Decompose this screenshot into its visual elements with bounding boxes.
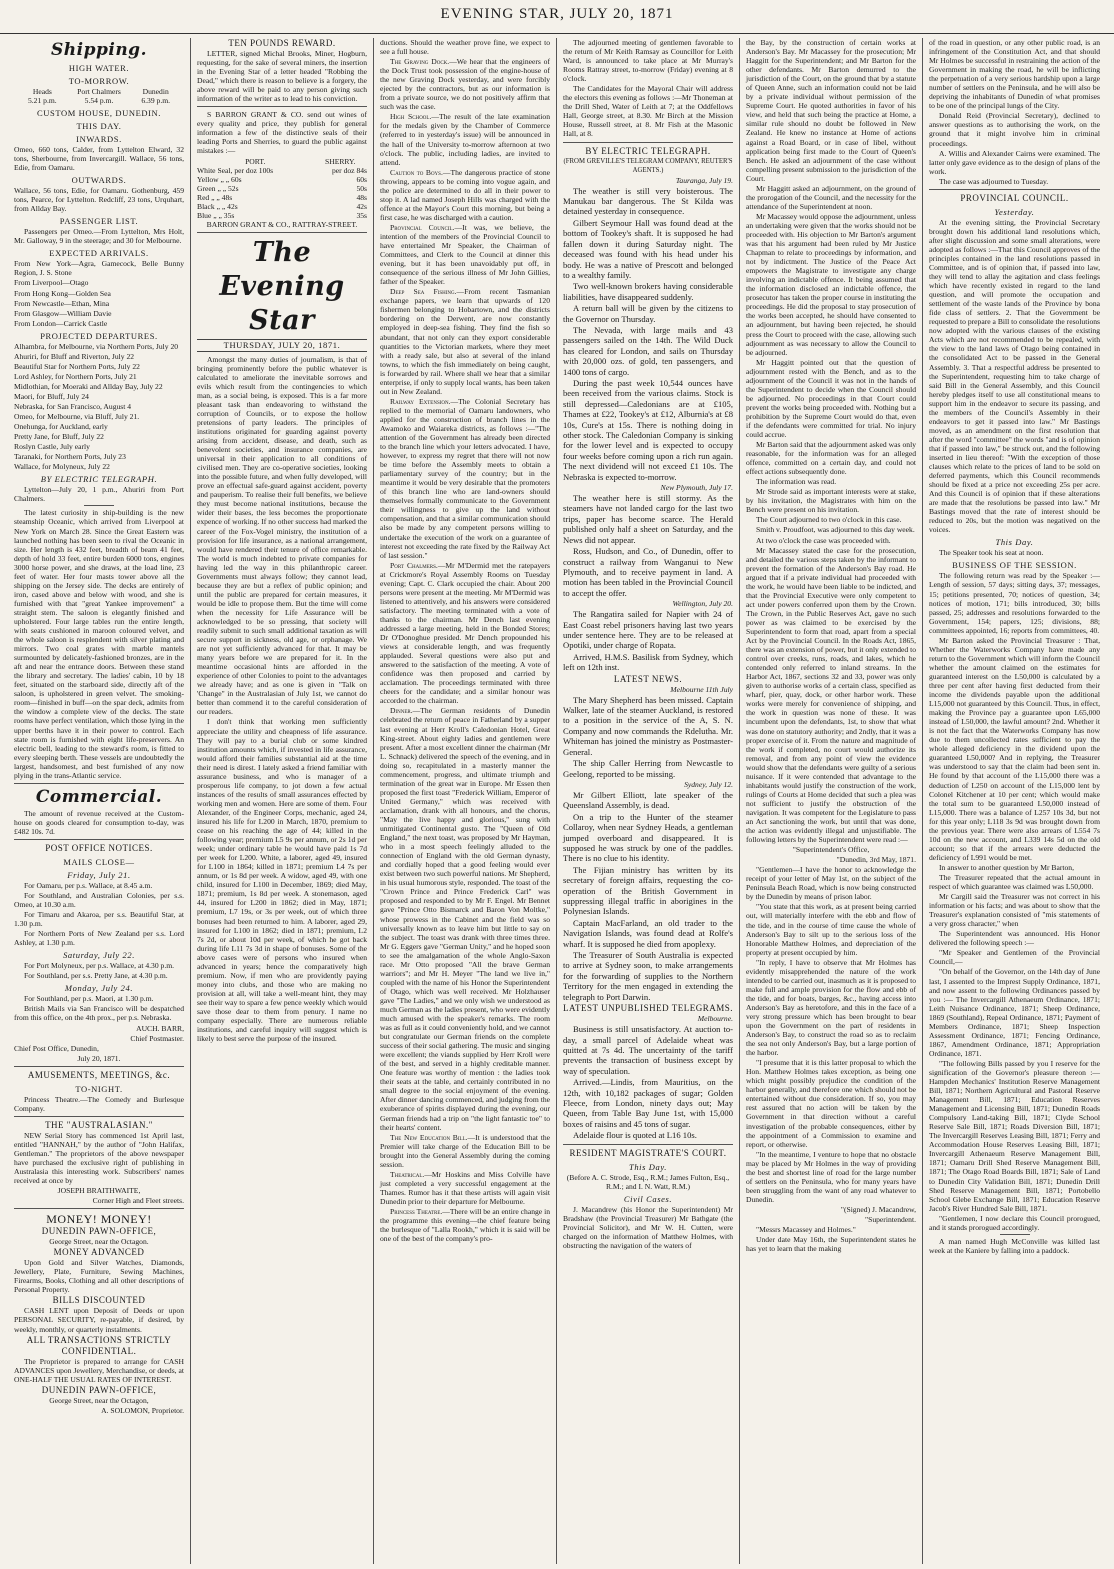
british-mails: British Mails via San Francisco will be despatched from this office, on the 4th prox., per p.s. Nebraska. [14,1004,184,1023]
tide-cell: Heads 5.21 p.m. [27,87,57,105]
departure-item: Taranaki, for Northern Ports, July 23 [14,452,126,462]
divider [14,1066,184,1067]
arrival-item: From London—Carrick Castle [14,318,108,328]
mail-item: For Southland, per p.s. Maori, at 1.30 p.m. [24,994,154,1004]
council-report: "The following Bills passed by you I reserve for the signification of the Governor's pleasure thereon :—Hampden Mechanics' Institution Reserve Management Bill, 1871; Northern Agricultural and Pastoral Reserve Management Bill, 1871; Education Reserves Management and Licensing Bill, 1871; Dunedin Roads Compulsory Land-taking Bill, 1871; Clyde School Reserve Sale Bill, 1871; Roads Diversion Bill, 1871; The Invercargill Reserves Leasing Bill, 1871; Ferry and Accommodation House Reserves Leasing Bill, 1871; Invercargill Athenaeum Reserve Management Bill, 1871; Oamaru Drill Shed Reserve Management Bill, 1871; The Otago Road Boards Bill, 1871; Sale of Land to Dunedin City Validation Bill, 1871; Dunedin Drill Shed Reserve Management Bill, 1871; Portobello School Glebe Exchange Bill, 1871; Education Reserve Jacob's River Hundred Sale Bill, 1871. [929,1058,1100,1213]
mail-item: For Port Molyneux, per p.s. Wallace, at 4.30 p.m. [24,961,175,971]
telegram: The weather here is still stormy. As the steamers have not landed cargo for the last two trips, paper has become scarce. The Herald published only half a sheet on Saturday, and the News did not appear. [563,493,733,545]
postmaster-name: AUCH. BARR, [136,1023,184,1033]
mail-item: For Southland, per s.s. Pretty Jane, at 4.30 p.m. [24,971,168,981]
letter-signature: "(Signed) J. Macandrew, [840,1204,916,1214]
news-item: Princess Theatre.—There will be an entire change in the programme this evening—the chief feature being the burlesque of "Lalla Rookh," which it is said will be one of the best of the company's pro- [380,1207,550,1244]
council-report: In answer to another question by Mr Barton, [939,862,1074,872]
court-report: of the road in question, or any other public road, is an infringement of the Constitution Act, and that should Mr Holmes be successful in restraining the action of the Government in making the road, he will be inflicting the perpetuation of a very serious hardship upon a large number of settlers on the Peninsula, and he will also be depriving the inhabitants of Dunedin of what promises to be one of the principal lungs of the City. [929,38,1100,111]
mail-item: For Northern Ports of New Zealand per s.s. Lord Ashley, at 1.30 p.m. [14,929,184,948]
council-report: The Speaker took his seat at noon. [939,548,1044,558]
saturday-label: Saturday, July 22. [63,950,135,961]
table-row: White Seal, per doz 100s per doz 84s [197,165,367,175]
barron-grant-text: S BARRON GRANT & CO. send out wines of every quality and price, they publish for general information a few of the distinctive seals of their leading Ports and Sherries, to guard the public against mistakes :— [197,110,367,156]
yesterday-label: Yesterday. [994,206,1035,217]
departure-item: Beautiful Star for Northern Ports, July 22 [14,361,140,371]
projected-departures-label: PROJECTED DEPARTURES. [40,330,158,341]
tide-cell: Port Chalmers 5.54 p.m. [77,87,121,105]
outwards-label: OUTWARDS. [71,175,127,186]
arrival-item: From Hong Kong—Golden Sea [14,288,111,298]
letter-text: "I presume that it is this latter proposal to which the Hon. Matthew Holmes takes exception, as being one which might possibly prejudice the condition of the harbor generally, and therefore one which should not be entertained without due consideration. If so, you may rest assured that no action will be taken by the Government in that direction without a careful investigation of the probable consequences, either by the appointment of a Commission to examine and report, or otherwise. [746,1058,916,1149]
shipping-heading: Shipping. [51,40,147,60]
civil-case-text: J. Macandrew (his Honor the Superintendent) Mr Bradshaw (the Provincial Treasurer) Mr Bathgate (the Provincial Solicitor), and Mr W. H. Cutten, were charged on the information of Matthew Holmes, with obstructing the navigation of the waters of [563,1204,733,1250]
page-columns [8,38,1106,1564]
divider [563,142,733,143]
court-report: Mr Macassey stated the case for the prosecution, and detailed the various steps taken by the informant to prevent the formation of the Anderson's Bay road. He argued that if a private individual had proceeded with the work, he would have been liable to be indicted, and that the Provincial Executive were only competent to act under powers conferred upon them by the Crown. The Crown, in the Public Reserves Act, gave no such power as was claimed to be exercised by the Superintendent to form that road, apart from a special Act by the Provincial Council. In the Roads Act, 1865, there was an extension of power, but it only extended to control over creeks, runs, roads, and lakes, which he contended only referred to inland streams. In the Harbor Act, 1867, sections 32 and 33, power was only given to authorise works of a certain class, specified as wharf, pier, quay, dock, or other harbor work. These works were merely for convenience of shipping, and the work in question was none of these. It was incumbent upon the defendants, 1st, to show that what was done on statutory authority; and 2ndly, that it was a proper exercise of it. From the nature and magnitude of the work if completed, no court would authorize its removal, and from any point of view the evidence would show that the defendants were guilty of a serious nuisance. If it were contended that advantage to the inhabitants would justify the construction of the work, rulings of Courts at Home decided that such a plea was not sufficient to justify the obstruction of the navigation. It was competent for the Legislature to pass an Act sanctioning the work, but until that was done, the action was evidently illegal and unjustifiable. The following letters by the Superintendent were read :— [746,545,916,845]
latest-news-heading: LATEST NEWS. [613,673,683,684]
continuation-text: ductions. Should the weather prove fine, we expect to see a full house. [380,38,550,57]
arrival-item: From Glasgow—William Davie [14,308,112,318]
news-item: Dinner.—The German residents of Dunedin celebrated the return of peace in Fatherland by a supper last evening at Herr Kroll's Caledonian Hotel, Great King-street. About eighty ladies and gentlemen were present. After a most excellent dinner the chairman (Mr L. Schnack) delivered the speech of the evening, and in doing so, recapitulated in a masterly manner the commencement, progress, and ultimate triumph and termination of the great war in Europe. Mr Essen then proposed the first toast "Frederick William, Emperor of United Germany," which was received with acclamation, drank with all honours, and the chorus, "May the live happy and glorious," sung with unmitigated Continental gusto. The "Queen of Old England," the next toast, was proposed by Mr Hayman, who in a most speech feelingly alluded to the connection of England with the old German dynasty, and cordially hoped that a good feeling would ever exist between two such powerful nations. Mr Shepherd, in his usual humorous style, responded. The toast of the "Crown Prince and Prince Frederick Carl" was proposed and responded to by Mr F. Engel. Mr Bennet gave "Prince Otto Bismarck and Baron Von Moltke," whose prowess in the Cabinet and the field was so universally known as to leave him but little to say on the subject. The toast was drank with three times three. Mr G. Eggers gave "German Unity," and he hoped soon to see the amalgamation of the whole Anglo-Saxon race. Mr Otto proposed "All the brave German warriors"; and Mr H. Meyer "The land we live in," coupled with the name of his Honor the Superintendent of Otago, which was well received. Mr Holzhauser gave "The Ladies," and we only wish we understood as much German as the ladies present, who were evidently much amused with the speaker's remarks. The room was as full as it could conveniently hold, and we cannot but congratulate our German friends on the complete success of their social gathering. The music and singing were excellent; the viands supplied by Herr Kroll were of the best, and served in a highly creditable manner. One feature was worthy of mention : the ladies took their seats at the table, and certainly contributed in no small degree to the social enjoyment of the evening. After dinner dancing commenced, and judging from the exuberance of spirits displayed during the evening, our German friends had a trip on "the light fantastic toe" to their hearts' content. [380,706,550,1132]
departure-item: Maori, for Bluff, July 24 [14,391,89,401]
divider [563,1144,733,1145]
news-item: The New Education Bill.—It is understood that the Premier will take charge of the Education Bill to be brought into the General Assembly during the coming session. [380,1132,550,1169]
telegram: Business is still unsatisfactory. At auction to-day, a small parcel of Adelaide wheat was quitted at 7s 4d. The uncertainty of the tariff prevents the transaction of business except by way of speculation. [563,1024,733,1076]
news-item: Caution to Boys.—The dangerous practice of stone throwing, appears to be coming into vogue again, and the police are determined to do all in their power to stop it. A lad named Joseph Hills was charged with the offence at the Mayor's Court this morning, but being a first case, he was discharged with a caution. [380,167,550,222]
telegram: Captain MacFarland, an old trader to the Navigation Islands, was found dead at Rolfe's wharf. It is supposed he died from apoplexy. [563,917,733,949]
unpublished-telegrams-heading: LATEST UNPUBLISHED TELEGRAMS. [563,1003,733,1014]
cash-lent: CASH LENT upon Deposit of Deeds or upon PERSONAL SECURITY, re-payable, if desired, by weekly, monthly, or quarterly instalments. [14,1306,184,1334]
pawn-office-name-2: DUNEDIN PAWN-OFFICE, [41,1384,157,1395]
council-report: "Mr Speaker and Gentlemen of the Provincial Council,— [929,948,1100,967]
bills-discounted: BILLS DISCOUNTED [52,1295,146,1306]
telegraph-heading: BY ELECTRIC TELEGRAPH. [585,145,711,156]
telegram: The Nevada, with large mails and 43 passengers sailed on the 14th. The Wild Duck has cleared for London, and sails on Thursday with 20,000 ozs. of gold, ten passengers, and 1400 tons of cargo. [563,324,733,377]
to-night-label: TO-NIGHT. [75,1083,123,1094]
news-item: A man named Hugh McConville was killed last week at the Kaniere by falling into a paddock. [929,1236,1100,1255]
telegram: Two well-known brokers having considerable liabilities, have disappeared suddenly. [563,281,733,302]
telegram: Arrived.—Lindis, from Mauritius, on the 12th, with 10,182 packages of sugar; Golden Fleece, from London, ninety days out; May Queen, from Table Bay June 1st, with 15,000 boxes of raisins and 45 tons of sugar. [563,1077,733,1129]
pawn-proprietor: A. SOLOMON, Proprietor. [101,1405,184,1415]
divider [84,505,114,506]
confidential: ALL TRANSACTIONS STRICTLY CONFIDENTIAL. [26,1334,172,1356]
council-report: Mr Barton asked the Provincial Treasurer : That, Whether the Waterworks Company have made any return to the Government which will inform the Council whether the amount claimed on the estimates for guaranteed interest on the L50,000 is calculated by a three per cent after having first deducted from their income the dividends payable upon the additional L15,000 not guaranteed by this Council. Thus, in effect, making the Province pay a guarantee upon L65,000 instead of L50,000, the lawful amount? 2nd. Whether it is not the fact that the Waterworks Company has now due to them uncollected rates sufficient to pay the whole alleged deficiency in the dividend upon the guaranteed L50,000? And in replying, the Treasurer was understood to say that the claim had been sent in. He found by that account of the L15,000 there was a deduction of L250 on account of the L15,000 lent by Colonel Kitchener at 10 per cent; which would make the total sum to be guaranteed L50,000 instead of L15,000. There was a balance of L257 10s 3d, but not for this year only; L118 3s 9d was brought down from the previous year. There were also arrears of L554 7s 10d on the new account, and L339 14s 5d on the old account; so that if the arrears were deducted the deficiency of L991 would be met. [929,635,1100,862]
divider [14,1116,184,1117]
divider [197,106,367,107]
inwards-label: INWARDS. [76,134,122,144]
departure-item: Ahuriri, for Bluff and Riverton, July 22 [14,351,135,361]
letter-heading: "Superintendent's Office, [792,845,870,855]
this-day-label: THIS DAY. [76,121,122,131]
divider [14,839,184,840]
reward-heading: TEN POUNDS REWARD. [228,38,336,48]
court-report: Mr Barton said that the adjournment asked was only reasonable, for the information was for an alleged offence, committed on a certain day, and could not effect actions subsequently done. [746,440,916,477]
news-item: The Graving Dock.—We hear that the engineers of the Dock Trust took possession of the engine-house of the new Graving Dock yesterday, and were forcibly ejected by the contractors, but as our information is from a private source, we do not positively affirm that such was the case. [380,57,550,112]
council-report: The Superintendent was announced. His Honor delivered the following speech :— [929,929,1100,948]
column-4 [557,38,740,1564]
news-item: High School.—The result of the late examination for the medals given by the Chamber of Commerce (referred to in yesterday's issue) will be announced in the hall of the University to-morrow afternoon at two o'clock. The public, including ladies, are invited to attend. [380,112,550,167]
editorial-text: Amongst the many duties of journalism, is that of bringing prominently before the public whatever is calculated to ameliorate the inevitable sorrows and evils which result from the contingencies to which man, as a social being, is exposed. This is a far more pleasant task than endeavoring to withstand the corruption of Councils, or to expose the hollow pretensions of party leaders. The principles of institutions originated for guarding against poverty arising from accident, disease, and death, such as benevolent societies, and insurance companies, are universal in their application to all conditions of civilised men. They are co-operative societies, looking into the possible future, and when fully developed, will prove an effectual safe-guard against accident, poverty and pauperism. To realise their full benefits, we believe they must become national institutions, because the wider their bases, the less becomes the proportionate expence of working. If no other success had marked the career of the Fox-Vogel ministry, the institution of a provision for life insurance, as a national arrangement, would have rendered their tenure of office remarkable. The world is much indebted to private companies for having led the way in this philanthropic career. Governments must always follow; they cannot lead, because they are but a reflex of public opinion; and until the public are prepared for certain measures, it would be idle to propose them. But the time will come when the necessity for Life Assurance will be acknowledged to be so pressing, that society will readily submit to such small additional taxation as will secure support in sickness, old age, or orphanage. We are not yet sufficiently advanced for that. It may be many years before we are prepared for it. In the meantime occasional hints are afforded in the experience of other Colonies to point to the advantages we already have; and as one is given in "Talk on 'Change" in the Australasian of July 1st, we cannot do better than commend it to the careful consideration of our readers. [197,354,367,717]
pawn-office-name: DUNEDIN PAWN-OFFICE, [41,1226,157,1237]
australasian-sig: JOSEPH BRAITHWAITE, [57,1186,141,1196]
court-report: A. Willis and Alexander Cairns were examined. The latter only gave evidence as to the design of plans of the work. [929,148,1100,176]
post-office-heading: POST OFFICE NOTICES. [45,842,153,853]
telegram: The Treasurer of South Australia is expected to arrive at Sydney soon, to make arrangements for the forwarding of supplies to the Northern Territory for the men engaged in extending the telegraph to Port Darwin. [563,950,733,1002]
news-item: Port Chalmers.—Mr M'Dermid met the ratepayers at Crickmore's Royal Assembly Rooms on Tuesday evening; Capt. C. Clark occupied the chair. About 200 persons were present at the meeting. Mr M'Dermid was listened to attentively, and his answers were considered satisfactory. The meeting terminated with a vote of thanks to the chairman. Mr Dench last evening addressed a large meeting, held in the Bonded Stores; Dr O'Donoghue presided. Mr Dench propounded his views at considerable length, and was frequently applauded. Several questions were also put and answered to the satisfaction of the meeting. A vote of confidence was then proposed and carried by acclamation. The proceedings terminated with three cheers for the candidate; and a similar honour was accorded to the chairman. [380,560,550,706]
table-row: Blue „ „ 35s 35s [197,210,367,220]
table-row: Red „ „ 48s 48s [197,192,367,202]
letter-text: "In the meantime, I venture to hope that no obstacle may be placed by Mr Holmes in the way of providing the best and shortest line of road for the large number of settlers on the Peninsula, who for many years have been struggling from the want of any road whatever to Dunedin. [746,1149,916,1204]
letter-text: "Gentlemen—I have the honor to acknowledge the receipt of your letter of May 1st, on the subject of the Peninsula Beach Road, which is now being constructed by the Dunedin by means of prison labor. [746,865,916,902]
council-report: Mr Cargill said the Treasurer was not correct in his information or his facts; and was about to show that the Treasurer's explanation consisted of "mis statements of a very gross character," when [929,892,1100,929]
divider [197,232,367,233]
telegram: The Rangatira sailed for Napier with 24 of East Coast rebel prisoners having last two years under sentence here. They are to be released at Opotiki, under charge of Ropata. [563,609,733,651]
news-item: Theatrical.—Mr Hoskins and Miss Colville have just completed a very successful engagement at the Thames. Rumor has it that these artists will again visit Dunedin prior to their departure for Melbourne. [380,1169,550,1206]
court-report: The case was adjourned to Tuesday. [939,176,1049,186]
mail-item: For Timaru and Akaroa, per s.s. Beautiful Star, at 1.30 p.m. [14,910,184,929]
telegram: The Mary Shepherd has been missed. Captain Walker, late of the steamer Auckland, is restored to a position in the service of the A, S. N. Company and now commands the Rdelutha. Mr. Whiteman has joined the ministry as Postmaster-General. [563,694,733,757]
masthead [0,0,1114,34]
money-advanced: MONEY ADVANCED [53,1247,145,1258]
rm-before: (Before A. C. Strode, Esq., R.M.; James Fulton, Esq., R.M.; and I. N. Watt, R.M.) [566,1172,730,1191]
masthead-title: EVENING STAR, JULY 20, 1871 [440,6,674,22]
arrival-item: From Liverpool—Otago [14,278,89,288]
departure-item: Onehunga, for Auckland, early [14,422,108,432]
mayoral-candidates: The Candidates for the Mayoral Chair will address the electors this evening as follows :—Mr Thoneman at the Drill Shed, Water of Leith at 7; at the Oddfellows Hall, George street, at 8.30. Mr Birch at the Mission House, Russell street, at 8. Mr Fish at the Masonic Hall, at 8. [563,84,733,139]
letter-signature-title: "Superintendent. [865,1215,916,1224]
outwards-text: Wallace, 56 tons, Edie, for Oamaru. Gothenburg, 459 tons, Pearce, for Lyttelton. Redcliff, 23 tons, Urquhart, from Allday Bay. [14,186,184,214]
court-report: Donald Reid (Provincial Secretary), declined to answer questions as to authorising the work, on the ground that it might involve him in criminal proceedings. [929,111,1100,148]
postmaster-title: Chief Postmaster. [130,1033,184,1043]
departure-item: Alhambra, for Melbourne, via Northern Ports, July 20 [14,341,179,351]
court-report: Under date May 16th, the Superintendent states he has yet to learn that the making [746,1235,916,1254]
column-5 [740,38,923,1564]
australasian-text: NEW Serial Story has commenced 1st April last, entitled "HANNAH," by the author of "John Halifax, Gentleman." The proprietors of the above newspaper have purchased the exclusive right of publishing in Australasia this interesting work. Subscribers' names received at once by [14,1130,184,1186]
dateline: THURSDAY, JULY 20, 1871. [197,339,367,352]
friday-label: Friday, July 21. [67,869,131,880]
court-report: Mr Strode said as important interests were at stake, by his invitation, the Magistrates with him on the Bench were present on his invitation. [746,487,916,515]
high-water-heading: HIGH WATER. [68,63,130,73]
table-row: Black „ „ 42s 42s [197,201,367,211]
adjourned-meeting: The adjourned meeting of gentlemen favorable to the return of Mr Keith Ramsay as Councillor for Leith Ward, is announced to take place at Mr Murray's Rooms Rattray street, to-morrow (Friday) evening at 8 o'clock. [563,38,733,84]
court-report: Mr Haggitt asked an adjournment, on the ground of the prorogation of the Council, and the necessity for the attendance of the Superintendent at noon. [746,183,916,211]
departure-item: Pretty Jane, for Bluff, July 22 [14,432,104,442]
column-2 [191,38,374,1564]
money-heading: MONEY! MONEY! [46,1212,152,1227]
court-report: Mr Macassey would oppose the adjournment, unless an undertaking were given that the works should not be proceeded with. His objection to Mr Barton's argument was that his argument had been ruled by Mr Justice Chapman to relate to proceedings by information, and not by indictment. The Justice of the Peace Act empowers the Magistrate to investigate any charge involving an indictable offence. It being assumed that the information disclosed an indictable offence, the prosecutor has taken the proper course in instituting the proceedings. He did the proposal to stay prosecution of the works been accepted, he should have consented to an adjournment, but having been rejected, he should press the Court to proceed with the case, allowing such adjournment as was necessary to allow the Council to be adjourned. [746,211,916,357]
civil-cases-label: Civil Cases. [623,1193,673,1204]
court-report: At two o'clock the case was proceeded with. [756,535,891,545]
departure-item: Wallace, for Molyneux, July 22 [14,462,110,472]
departure-item: Nebraska, for San Francisco, August 4 [14,401,132,411]
council-report: "On behalf of the Governor, on the 14th day of June last, I assented to the Imprest Supply Ordinance, 1871, and now assent to the following Ordinances passed by you :— The Invercargill Athenaeum Ordinance, 1871; Leith Nuisance Ordinance, 1871; Sheep Ordinance, 1869 (Southland), Repeal Ordinance, 1871; Payment of Members Ordinance, 1871; Sheep Inspection Assessment Ordinance, 1871; Fencing Ordinance, 1867, Amendment Ordinance, 1871; Appropriation Ordinance, 1871. [929,967,1100,1058]
dateline-wellington: Wellington, July 20. [672,599,733,609]
court-report: The information was read. [756,477,837,487]
dateline-tauranga: Tauranga, July 19. [675,175,733,185]
expected-arrivals-label: EXPECTED ARRIVALS. [49,248,149,259]
oceanic-article: The latest curiosity in ship-building is the new steamship Oceanic, which arrived from Liverpool at New York on March 28. Since the Great Eastern was launched nothing has been seen to rival the Oceanic in size. Her length is 432 feet, breadth of beam 41 feet, depth of hold 33 feet, entire burden 6000 tons, engines 3000 horse power, and she draws, at the load line, 23 feet of water. Her four masts tower above all the shipping on the Jersey side. The decks are entirely of iron, cased above and below with wood, and she is furnished with that "great Yankee improvement" a straight stem. The saloon is elegantly finished and upholstered. Four large tables run the entire length, with seats cushioned in maroon coloured velvet, and the whole saloon is resplendent with silver plating and mirrors. Two coal grates with marble mantels surmounted by delicately-fashioned bronzes, are in the aft and near the entrance doors. Between these stand the library and secretary. The ladies' cabin, 10 by 18 feet, situated on the starboard side, directly aft of the saloon, is upholstered in green velvet. The smoking-room—finished in buff—on the spar deck, admits from the window a complete view of the decks. The state rooms have perfect ventilation, which those lying in the upper berths have it in their power to control. Each state room is furnished with eight life-preservers. An electric bell, leading to the steward's room, is fitted to every sleeping berth. These vessels are undoubtedly the largest, handsomest, and best furnished of any now plying in the trans-Atlantic service. [14,508,184,780]
departure-item: Roslyn Castle, July early [14,442,90,452]
departure-item: Lord Ashley, for Northern Ports, July 21 [14,371,137,381]
monday-label: Monday, July 24. [64,983,134,994]
newspaper-title: The Evening Star [219,236,345,336]
telegram: Gilbert Seymour Hall was found dead at the bottom of Tookey's shaft. It is supposed he had fallen down it during Saturday night. The deceased was found with his head under his body. He was a native of Prescott and belonged to a wealthy family. [563,217,733,280]
court-report: Smith v. Proudfoot, was adjourned to this day week. [756,525,915,535]
pawn-office-addr-2: George Street, near the Octagon, [49,1395,149,1405]
letter-date: "Dunedin, 3rd May, 1871. [836,855,916,865]
rm-this-day: This Day. [629,1161,667,1172]
barron-grant-sig: BARRON GRANT & CO., RATTRAY-STREET. [206,219,358,229]
telegram: The ship Caller Herring from Newcastle to Geelong, reported to be missing. [563,758,733,779]
council-report: The Treasurer repeated that the actual amount in respect of which guarantee was claimed was L50,000. [929,872,1100,892]
divider [1000,1234,1030,1235]
court-report: Mr Haggitt pointed out that the question of adjournment rested with the Bench, and as to the adjournment of the Council it was not in the hands of the Superintendent to decide when the Council should be adjourned. No proceedings in that Court could prevent the works being proceeded with. Nothing but a prohibition by the Supreme Court would do that, even if the defendants were committed for trial. No injury could accrue. [746,357,916,440]
column-3 [374,38,557,1564]
column-6 [923,38,1106,1564]
reward-text: LETTER, signed Michal Brooks, Miner, Hogburn, requesting, for the sake of several miners, the insertion in the Evening Star of a letter headed "Robbing the Dead," which there is reason to believe is a forgery, the above reward will be paid to any person giving such information of the writer as to lead to his conviction. [197,49,367,104]
business-session-label: BUSINESS OF THE SESSION. [952,560,1077,571]
amusements-heading: AMUSEMENTS, MEETINGS, &c. [27,1069,171,1080]
telegram: The weather is still very boisterous. The Manukau bar dangerous. The St Kilda was detained yesterday in consequence. [563,185,733,217]
amusements-text: Princess Theatre.—The Comedy and Burlesque Company. [14,1094,184,1113]
telegraph-heading: BY ELECTRIC TELEGRAPH. [40,474,158,485]
telegram: Arrived, H.M.S. Basilisk from Sydney, which left on 12th inst. [563,651,733,673]
dateline-new-plymouth: New Plymouth, July 17. [660,483,733,493]
money-text: Upon Gold and Silver Watches, Diamonds, Jewellery, Plate, Furniture, Sewing Machines, Firearms, Books, Clothing and all other descriptions of Personal Property. [14,1258,184,1295]
telegram: Ross, Hudson, and Co., of Dunedin, offer to construct a railway from Wanganui to New Plymouth, and to receive payment in land. A motion has been tabled in the Provincial Council to accept the offer. [563,546,733,598]
telegram: On a trip to the Hunter of the steamer Collaroy, when near Sydney Heads, a gentleman jumped overboard and disappeared. It is supposed he was struck by one of the paddles. There is no clue to his identity. [563,811,733,864]
to-morrow-label: TO-MORROW. [68,76,130,86]
court-report: the Bay, by the construction of certain works at Anderson's Bay. Mr Macassey for the prosecution; Mr Haggitt for the Superintendent; and Mr Barton for the other defendants. Mr Barton demurred to the jurisdiction of the Court, on the ground that by a statute of Queen Anne, such an information could not be laid by a private individual without permission of the Supreme Court. He quoted authorities in favor of his view, and held that such being the practice at Home, a similar rule should no doubt be followed in New Zealand. He knew no instance at Home of actions against a Road Board, or in case of libel, without application being first made to the Court of Queen's Bench. He asked an adjournment of the case without compelling present submission to the jurisdiction of the Court. [746,38,916,183]
court-report: The Court adjourned to two o'clock in this case. [756,515,902,525]
table-row: PORT. SHERRY. [245,156,356,166]
letter-text: "You state that this work, as at present being carried out, will materially interfere with the ebb and flow of the tide, and in the course of time cause the whole of Anderson's Bay to silt up to the serious loss of the Honorable Matthew Holmes, and depreciation of the property at present occupied by him. [746,902,916,957]
column-1 [8,38,191,1564]
mail-item: For Southland, and Australian Colonies, per s.s. Omeo, at 10.30 a.m. [14,891,184,910]
this-day-label: This Day. [995,537,1034,548]
dateline-sydney: Sydney, July 12. [684,779,733,789]
table-row: Green „ „ 52s 50s [197,183,367,193]
divider [929,189,1100,190]
australasian-addr: Corner High and Fleet streets. [92,1196,184,1206]
divider [14,1208,184,1209]
mail-item: For Oamaru, per p.s. Wallace, at 8.45 a.m. [24,880,153,890]
council-report: "Gentlemen, I now declare this Council prorogued, and it stands prorogued accordingly. [929,1213,1100,1232]
wine-price-table [197,157,367,220]
po-place: Chief Post Office, Dunedin, [14,1043,99,1053]
provincial-council-heading: PROVINCIAL COUNCIL. [960,192,1069,203]
telegram: Adelaide flour is quoted at L16 10s. [573,1130,697,1141]
news-item: Provincial Council.—It was, we believe, the intention of the members of the Provincial Council to have entertained Mr Speaker, the Chairman of Committees, and Clerk to the Council at dinner this evening, but it has been unavoidably put off, in consequence of the serious illness of Mr John Gillies, father of the Speaker. [380,222,550,287]
passenger-text: Passengers per Omeo.—From Lyttelton, Mrs Holt, Mr. Galloway, 9 in the steerage; and 30 for Melbourne. [14,227,184,246]
telegram: A return ball will be given by the citizens to the Governor on Thursday. [563,303,733,324]
editorial-quote: I don't think that working men sufficiently appreciate the utility and cheapness of life assurance. They will pay to a burial club or some kindred institution amounts which, if invested in life assurance, would afford their families substantial aid at the time their need is direst. I lately asked a friend familiar with assurance business, and who is manager of a prosperous life company, to jot down a few actual instances of the results of small assurances effected by working men and women. Here are some of them. Four Alexander, of the Engineer Corps, mechanic, aged 24, insured his life for L200 in March, 1870, premium to cease on his reaching the age of 44; killed in the following year; premium L5 9s per annum, or 2s 1d per week; under ordinary table he would have paid 1s 7d per week for L200. White, a laborer, aged 49, insured for L100 in 1864; killed in 1871; premium L4 7s per annum, or 1s 8d per week. A widow, aged 49, with one child, insured for L100 in December, 1869; died May, 1871; premium, 1s 8d per week. A stonemason, aged 44, insured for L200 in 1862; died in May, 1871; premium, L7 19s, or 3s per week, out of which three bonuses had been returned to him. A laborer, aged 29, insured for L100 in 1862; died in 1871; premium, L2 7s 2d, or about 10d per week, of which he got back during life L11 7s 3d in shape of bonuses. Some of the above cases were of persons who insured when advanced in years; hence the comparatively high premium. Now, if men who are providently paying money into clubs, and those who are making no provision at all, will take a well-meant hint, they may see their way to spare a few pence weekly which would save those dear to them from penury. I name no company especially. There are numerous reliable institutions, and careful inquiry will suggest which is likely to best serve the purpose of the insured. [197,717,367,1044]
pawn-office-addr: George Street, near the Octagon. [49,1237,149,1247]
dateline-melbourne: Melbourne 11th July [670,684,733,694]
letter-text: "In reply, I have to observe that Mr Holmes has evidently misapprehended the nature of the work intended to be carried out, inasmuch as it is proposed to make full and ample provision for the flow and ebb of the tide, and for boats, barges, &c., having access into Anderson's Bay as heretofore, and this in the face of a very strong pressure which has been brought to bear upon the Government on the part of residents in Anderson's Bay, to construct the road so as to reclaim the sea not only Anderson's Bay, but a large portion of the harbor. [746,957,916,1058]
telegram: During the past week 10,544 ounces have been received from the various claims. Stock is still depressed—Caledonians are at £105, Thames at £22, Tookey's at £12, Alburnia's at £8 10s, Cure's at 15s. There is nothing doing in other stock. The Caledonian Company is sinking for the lower level and is expected to occupy four weeks before coming upon a rich run again. The next dividend will not exceed £1 10s. The Nebraska is expected to-morrow. [563,377,733,482]
australasian-heading: THE "AUSTRALASIAN." [45,1119,153,1130]
rm-court-heading: RESIDENT MAGISTRATE'S COURT. [569,1147,727,1158]
telegraph-text: Lyttelton—July 20, 1 p.m., Ahuriri from Port Chalmers. [14,485,184,504]
news-item: Deep Sea Fishing.—From recent Tasmanian exchange papers, we learn that upwards of 120 fishermen belonging to Hobartown, and the districts bordering on the Derwent, are now constantly employed in deep-sea fishing. They find the fish so abundant, that not only can they export considerable quantities to the Victorian markets, where they meet with a ready sale, but also at several of the inland towns, to which the fish immediately on being caught, is forwarded by rail. Where shall we hear that a similar enterprise, if only to supply local wants, has been taken out in New Zealand. [380,287,551,396]
arrival-item: From Newcastle—Ethan, Mina [14,298,110,308]
commercial-text: The amount of revenue received at the Custom-house on goods cleared for consumption to-day, was £482 10s. 7d. [14,808,184,836]
inwards-text: Omeo, 660 tons, Calder, from Lyttelton Elward, 32 tons, Sherbourne, from Invercargill. Wallace, 56 tons, Edie, from Oamaru. [14,145,184,173]
table-row: Yellow „ „ 60s 60s [197,174,367,184]
proprietor-text: The Proprietor is prepared to arrange for CASH ADVANCES upon Jewellery, Merchandise, or deeds, at ONE-HALF THE USUAL RATES OF INTEREST. [14,1356,184,1384]
mails-close-label: MAILS CLOSE— [63,856,135,867]
council-report: The following return was read by the Speaker :—Length of session, 57 days; sitting days, 37; messages, 15; petitions presented, 70; notices of question, 34; notices of motion, 171; bills introduced, 30; bills passed, 25; addresses and resolutions forwarded to the Government, 154; papers, 125; divisions, 88; committees appointed, 16; reports from committees, 40. [929,571,1100,635]
telegraph-source: (FROM GREVILLE'S TELEGRAM COMPANY, REUTER'S AGENTS.) [563,157,733,174]
custom-house-heading: CUSTOM HOUSE, DUNEDIN. [36,108,162,118]
news-item: Railway Extension.—The Colonial Secretary has replied to the memorial of Oamaru landowners, who applied for the construction of branch lines in the Awamoko and Waiareka districts, as follows :—"The attention of the Government has already been directed to the branch line which your letters advocated. I have, however, to express my regret that there will not now be time before the Assembly meets to obtain a parliamentary survey of the country; but in the meantime it would be very desirable that the promoters of this branch line who are land-owners should themselves formally communicate to the Government their willingness to give up the land without compensation, and that a similar communication should also be made by any competent persons willing to undertake the execution of the work on a guarantee of interest not exceeding the rate fixed by the Railway Act of last session." [380,396,550,560]
departure-item: Omeo, for Melbourne, via Bluff, July 21. [14,412,140,422]
tide-cell: Dunedin 6.39 p.m. [141,87,171,105]
tide-table [14,87,184,105]
telegram: The Fijian ministry has written by its secretary of foreign affairs, requesting the co-operation of the British Government in suppressing illegal traffic in aborigines in the Polynesian Islands. [563,864,733,917]
dateline-melbourne-2: Melbourne. [697,1014,733,1024]
telegram: Mr Gilbert Elliott, late speaker of the Queensland Assembly, is dead. [563,789,733,811]
passenger-list-label: PASSENGER LIST. [59,216,139,227]
po-date: July 20, 1871. [77,1053,121,1063]
departure-item: Midlothian, for Moeraki and Allday Bay, July 22 [14,381,163,391]
council-report: At the evening sitting, the Provincial Secretary brought down his additional land resolutions which, after slight discussion and some small alterations, were adopted as follows :—That this Council approves of the principles contained in the land resolutions passed in Committee, and is of opinion that, if passed into law, they will tend to allay the agitation and class feelings which have recently existed in regard to the land question, and will promote the occupation and settlement of the waste lands of the Province by bona fide class of settlers. 2. That the Government be requested to prepare a Bill to consolidate the resolutions now adopted with the various clauses of the existing Acts which are not recommended to be repealed, with the view to the land laws of Otago being contained in the consolidated Act to be passed in the General Assembly. 3. That a respectful address be presented to the Superintendent, requesting him to take charge of said Bill in the General Assembly, and this Council hereby pledges itself to use all constitutional means to support him in the endeavor to secure its passing, and the members of the Council's Assembly in their endeavors to get it passed into law." Mr Bastings moved, as an amendment on the first resolution that after the word "committee" the words "and is of opinion that if passed into law," be struck out, and the following inserted in lieu thereof: "With the exception of those clauses which relate to the prices of land to be sold on deferred payments, which this Council recommends should be fixed at a price not exceeding 25s per acre. And this Council is of opinion that if these alterations are made that the resolutions be passed into law." Mr Bastings moved that the rate of interest should be reduced to 20s, but the motion was negatived on the voices. [929,217,1100,535]
arrival-item: From New York—Agra, Gamecock, Belle Bunny Region, J. S. Stone [14,259,184,278]
letter-addressee: "Messrs Macassey and Holmes." [756,1225,856,1235]
divider [14,783,184,784]
commercial-heading: Commercial. [35,786,163,807]
